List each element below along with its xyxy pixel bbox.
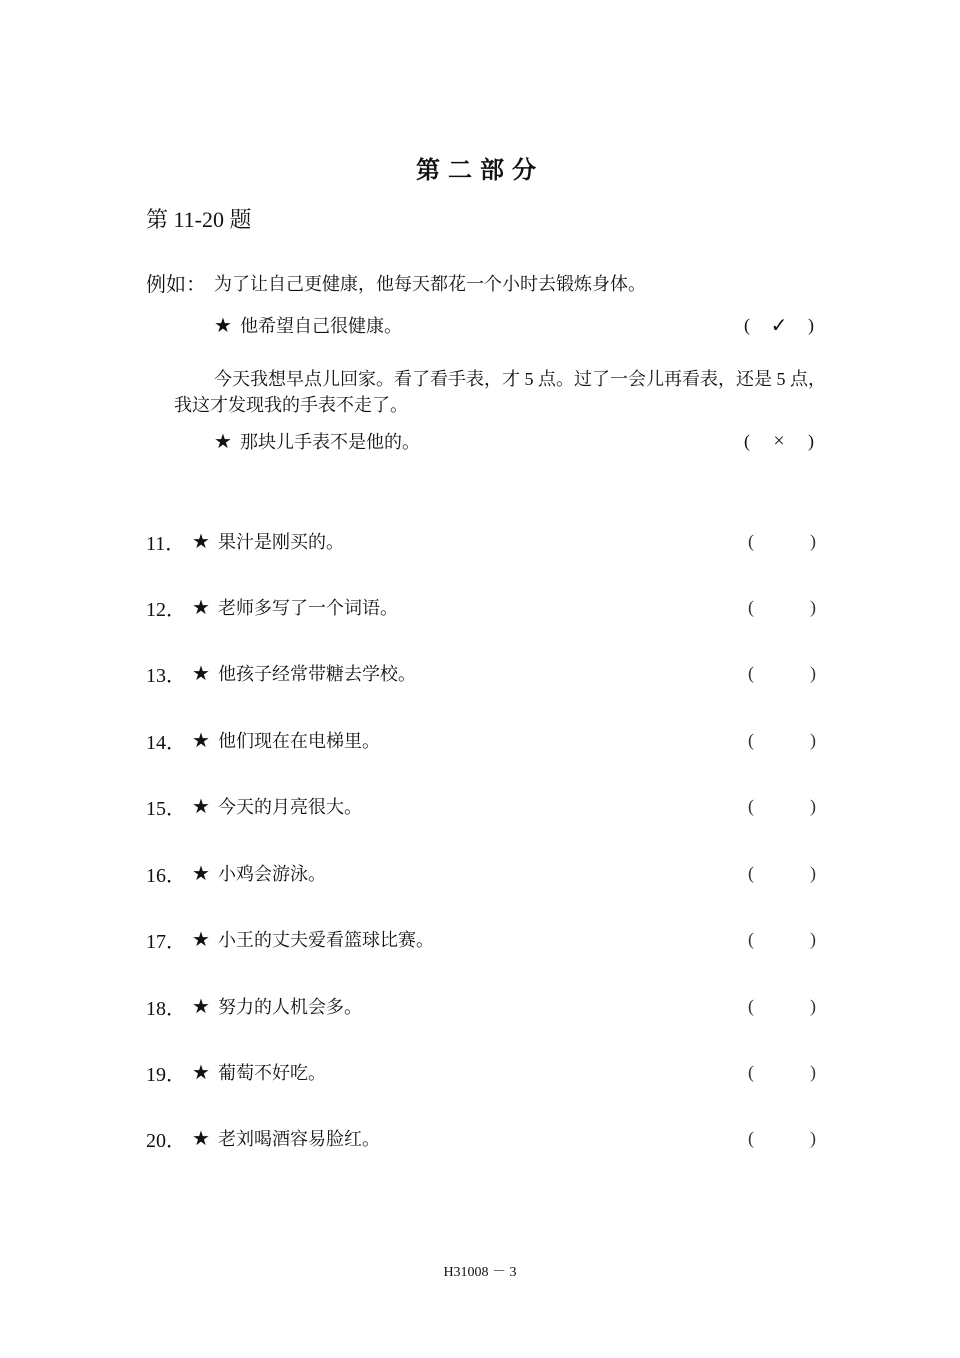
question-row <box>146 725 816 755</box>
star-icon: ★ <box>214 430 232 453</box>
star-icon: ★ <box>192 928 210 951</box>
question-row <box>146 1057 816 1087</box>
star-icon: ★ <box>192 1127 210 1150</box>
question-text: 他孩子经常带糖去学校。 <box>218 664 416 684</box>
question-row <box>146 592 816 622</box>
question-number: 13． <box>146 664 186 687</box>
question-text: 葡萄不好吃。 <box>218 1063 326 1083</box>
question-row <box>146 658 816 688</box>
question-text: 努力的人机会多。 <box>218 997 362 1017</box>
example-passage-2: 今天我想早点儿回家。看了看手表，才 5 点。过了一会儿再看表，还是 5 点，我这才发现我的手表不走了。 <box>174 369 826 415</box>
star-icon: ★ <box>192 862 210 885</box>
answer-box[interactable]: ( ) <box>748 1061 816 1082</box>
answer-box[interactable]: ( ) <box>748 729 816 750</box>
example-statement-2 <box>214 428 814 454</box>
question-number: 16． <box>146 864 186 887</box>
question-row <box>146 791 816 821</box>
question-row <box>146 1123 816 1153</box>
question-row <box>146 526 816 556</box>
star-icon: ★ <box>214 314 232 337</box>
star-icon: ★ <box>192 530 210 553</box>
answer-box[interactable]: ( ) <box>748 795 816 816</box>
question-number: 12． <box>146 598 186 621</box>
cross-mark-icon: × <box>773 429 785 452</box>
statement-text: 那块儿手表不是他的。 <box>240 432 420 452</box>
answer-box[interactable]: ( ) <box>748 596 816 617</box>
example-label: 例如： <box>146 274 206 296</box>
question-text: 他们现在在电梯里。 <box>218 731 380 751</box>
question-text: 老师多写了一个词语。 <box>218 598 398 618</box>
question-number: 14． <box>146 731 186 754</box>
question-number: 19． <box>146 1063 186 1086</box>
star-icon: ★ <box>192 795 210 818</box>
question-text: 小王的丈夫爱看篮球比赛。 <box>218 930 434 950</box>
star-icon: ★ <box>192 596 210 619</box>
question-text: 小鸡会游泳。 <box>218 864 326 884</box>
check-mark-icon: ✓ <box>770 314 788 337</box>
answer-box[interactable]: ( ) <box>748 862 816 883</box>
answer-box[interactable]: ( ) <box>748 530 816 551</box>
question-text: 果汁是刚买的。 <box>218 532 344 552</box>
example-statement-1 <box>214 312 814 338</box>
answer-box[interactable]: ( ) <box>748 928 816 949</box>
star-icon: ★ <box>192 1061 210 1084</box>
star-icon: ★ <box>192 662 210 685</box>
answer-box[interactable]: ( ) <box>748 1127 816 1148</box>
statement-text: 他希望自己很健康。 <box>240 316 402 336</box>
answer-box[interactable]: ( ) <box>748 662 816 683</box>
question-number: 11． <box>146 532 186 555</box>
question-row <box>146 991 816 1021</box>
question-number: 18． <box>146 997 186 1020</box>
answer-box: ( × ) <box>744 429 814 452</box>
question-text: 老刘喝酒容易脸红。 <box>218 1129 380 1149</box>
question-range: 第 11-20 题 <box>146 207 252 232</box>
star-icon: ★ <box>192 995 210 1018</box>
question-text: 今天的月亮很大。 <box>218 797 362 817</box>
question-number: 15． <box>146 797 186 820</box>
question-row <box>146 858 816 888</box>
question-number: 20． <box>146 1129 186 1152</box>
section-title: 第二部分 <box>416 158 544 184</box>
question-row <box>146 924 816 954</box>
question-number: 17． <box>146 930 186 953</box>
answer-box[interactable]: ( ) <box>748 995 816 1016</box>
answer-box: ( ✓ ) <box>744 314 814 337</box>
example-passage-1: 为了让自己更健康，他每天都花一个小时去锻炼身体。 <box>214 274 646 294</box>
star-icon: ★ <box>192 729 210 752</box>
page-footer: H31008 － 3 <box>443 1265 517 1280</box>
